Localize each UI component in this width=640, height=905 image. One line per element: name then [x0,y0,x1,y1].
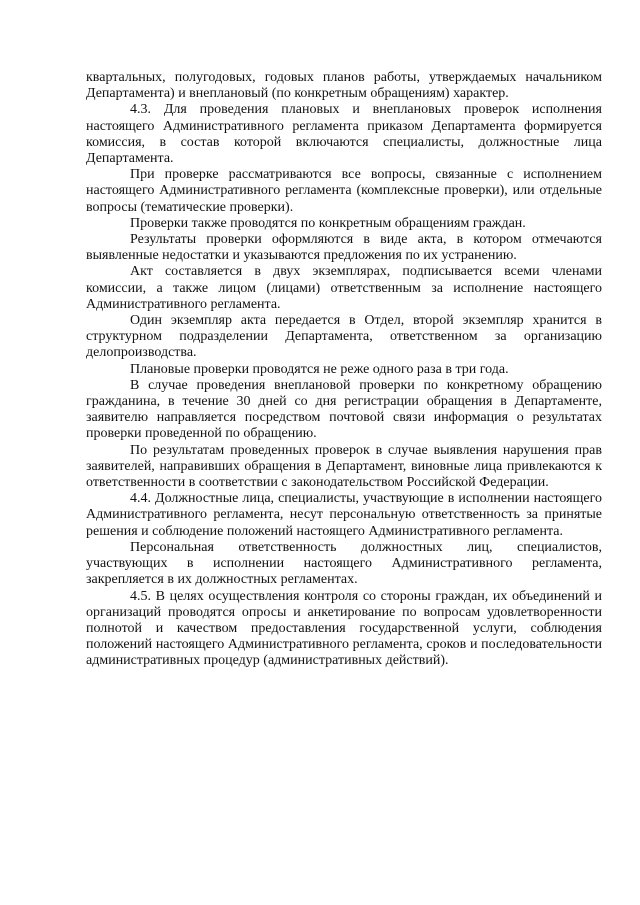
paragraph: Акт составляется в двух экземплярах, подписывается всеми членами комиссии, а также лицом (лицами) ответственным за исполнение настоящего Административного регламента. [86,264,602,312]
paragraph: Один экземпляр акта передается в Отдел, второй экземпляр хранится в структурном подразделении Департамента, ответственном за организацию делопроизводства. [86,313,602,361]
paragraph-4-5: 4.5. В целях осуществления контроля со стороны граждан, их объединений и организаций проводятся опросы и анкетирование по вопросам удовлетворенности полнотой и качеством предоставления государственной услуги, соблюдения положений настоящего Административного регламента, сроков и последовательности административных процедур (административных действий). [86,588,602,669]
paragraph: Плановые проверки проводятся не реже одного раза в три года. [130,361,509,377]
paragraph-continuation: квартальных, полугодовых, годовых планов работы, утверждаемых начальником Департамента) и внеплановый (по конкретным обращениям) характер. [86,70,602,102]
paragraph-4-4: 4.4. Должностные лица, специалисты, участвующие в исполнении настоящего Административного регламента, несут персональную ответственность за принятые решения и соблюдение положений настоящего Административного регламента. [86,491,602,539]
paragraph: В случае проведения внеплановой проверки по конкретному обращению гражданина, в течение 30 дней со дня регистрации обращения в Департаменте, заявителю направляется посредством почтовой связи информация о результатах проверки проведенной по обращению. [86,377,602,442]
paragraph-4-3: 4.3. Для проведения плановых и внеплановых проверок исполнения настоящего Административного регламента приказом Департамента формируется комиссия, в состав которой включаются специалисты, должностные лица Департамента. [86,102,602,167]
paragraph: Проверки также проводятся по конкретным обращениям граждан. [130,215,526,231]
paragraph: Персональная ответственность должностных лиц, специалистов, участвующих в исполнении настоящего Административного регламента, закрепляется в их должностных регламентах. [86,539,602,588]
document-page [86,70,602,670]
paragraph: По результатам проведенных проверок в случае выявления нарушения прав заявителей, направивших обращения в Департамент, виновные лица привлекаются к ответственности в соответствии с законодательством Российской Федерации. [86,442,602,491]
paragraph: Результаты проверки оформляются в виде акта, в котором отмечаются выявленные недостатки и указываются предложения по их устранению. [86,232,602,264]
paragraph: При проверке рассматриваются все вопросы, связанные с исполнением настоящего Административного регламента (комплексные проверки), или отдельные вопросы (тематические проверки). [86,167,602,215]
